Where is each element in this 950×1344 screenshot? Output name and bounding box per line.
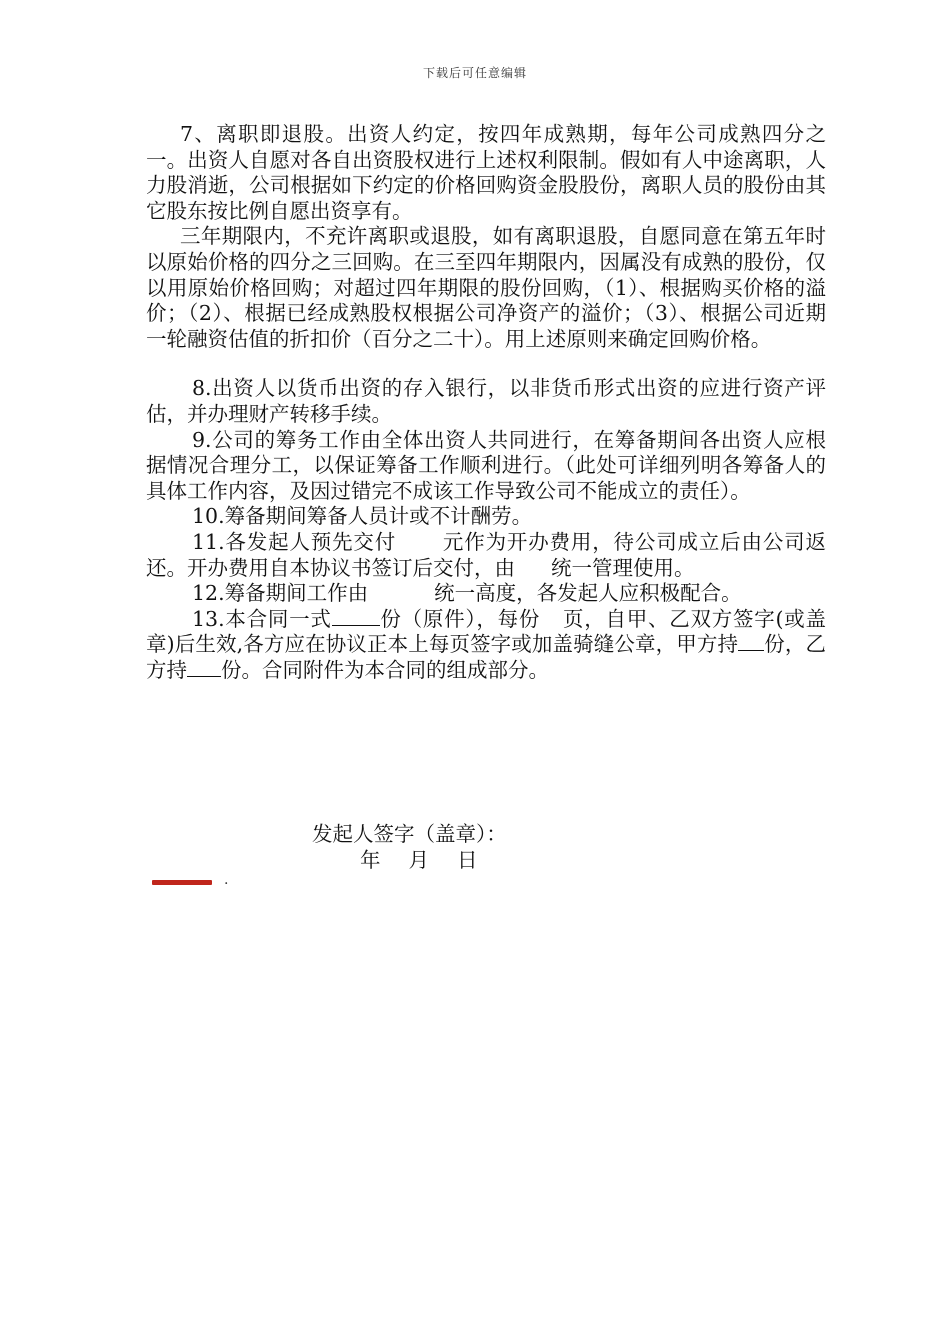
date-year: 年 [360, 848, 381, 872]
clause-13 [146, 607, 826, 684]
clause-12 [146, 581, 826, 607]
document-body [146, 122, 826, 683]
clause-11-part-b: 元作为开办费用，待公司成立后由公司返还。开办费用自本协议书签订后交付，由 [146, 529, 827, 580]
clause-13-part-b: 份（原件），每份 [379, 606, 541, 631]
clause-7-paragraph-2: 三年期限内，不充许离职或退股，如有离职退股，自愿同意在第五年时以原始价格的四分之三回购。在三至四年期限内，因属没有成熟的股份，仅以用原始价格回购；对超过四年期限的股份回购，（1）、根据购买价格的溢价；（2）、根据已经成熟股权根据公司净资产的溢价；（3）、根据公司近期一轮融资估值的折扣价（百分之二十）。用上述原则来确定回购价格。 [146, 224, 826, 351]
clause-12-part-a: 12.筹备期间工作由 [192, 581, 369, 606]
date-day: 日 [457, 848, 478, 872]
clause-8: 8.出资人以货币出资的存入银行，以非货币形式出资的应进行资产评估，并办理财产转移手续。 [146, 376, 826, 426]
clause-13-part-e: 份。合同附件为本合同的组成部分。 [221, 657, 549, 682]
clause-10: 10.筹备期间筹备人员计或不计酬劳。 [192, 504, 533, 529]
signature-label: 发起人签字（盖章）： [312, 822, 507, 846]
clause-9: 9.公司的筹务工作由全体出资人共同进行，在筹备期间各出资人应根据情况合理分工，以保证筹备工作顺利进行。（此处可详细列明各筹备人的具体工作内容，及因过错完不成该工作导致公司不能成立的责任）。 [146, 427, 826, 503]
clause-7-paragraph-1: 7、离职即退股。出资人约定，按四年成熟期，每年公司成熟四分之一。出资人自愿对各自出资股权进行上述权利限制。假如有人中途离职，人力股消逝，公司根据如下约定的价格回购资金股股份，离职人员的股份由其它股东按比例自愿出资享有。 [146, 122, 826, 223]
blank-party-b-copies [187, 658, 221, 677]
page-header: 下载后可任意编辑 [422, 66, 527, 80]
clause-11-part-a: 11.各发起人预先交付 [192, 529, 397, 554]
clause-13-part-d: 份，乙方持 [146, 632, 827, 682]
blank-party-a-copies [738, 632, 764, 651]
red-underline-mark [152, 880, 212, 885]
blank-copies [332, 607, 380, 626]
paragraph-gap [146, 352, 826, 376]
footer-dot: . [224, 872, 229, 888]
clause-12-part-b: 统一高度，各发起人应积极配合。 [434, 581, 742, 606]
clause-11-part-c: 统一管理使用。 [551, 555, 695, 580]
signature-date [360, 847, 478, 873]
clause-13-part-c: 页，自甲、乙双方签字(或盖章)后生效,各方应在协议正本上每页签字或加盖骑缝公章，甲方持 [146, 606, 826, 657]
clause-11 [146, 530, 826, 581]
clause-13-part-a: 13.本合同一式 [192, 606, 332, 631]
date-month: 月 [408, 848, 429, 872]
